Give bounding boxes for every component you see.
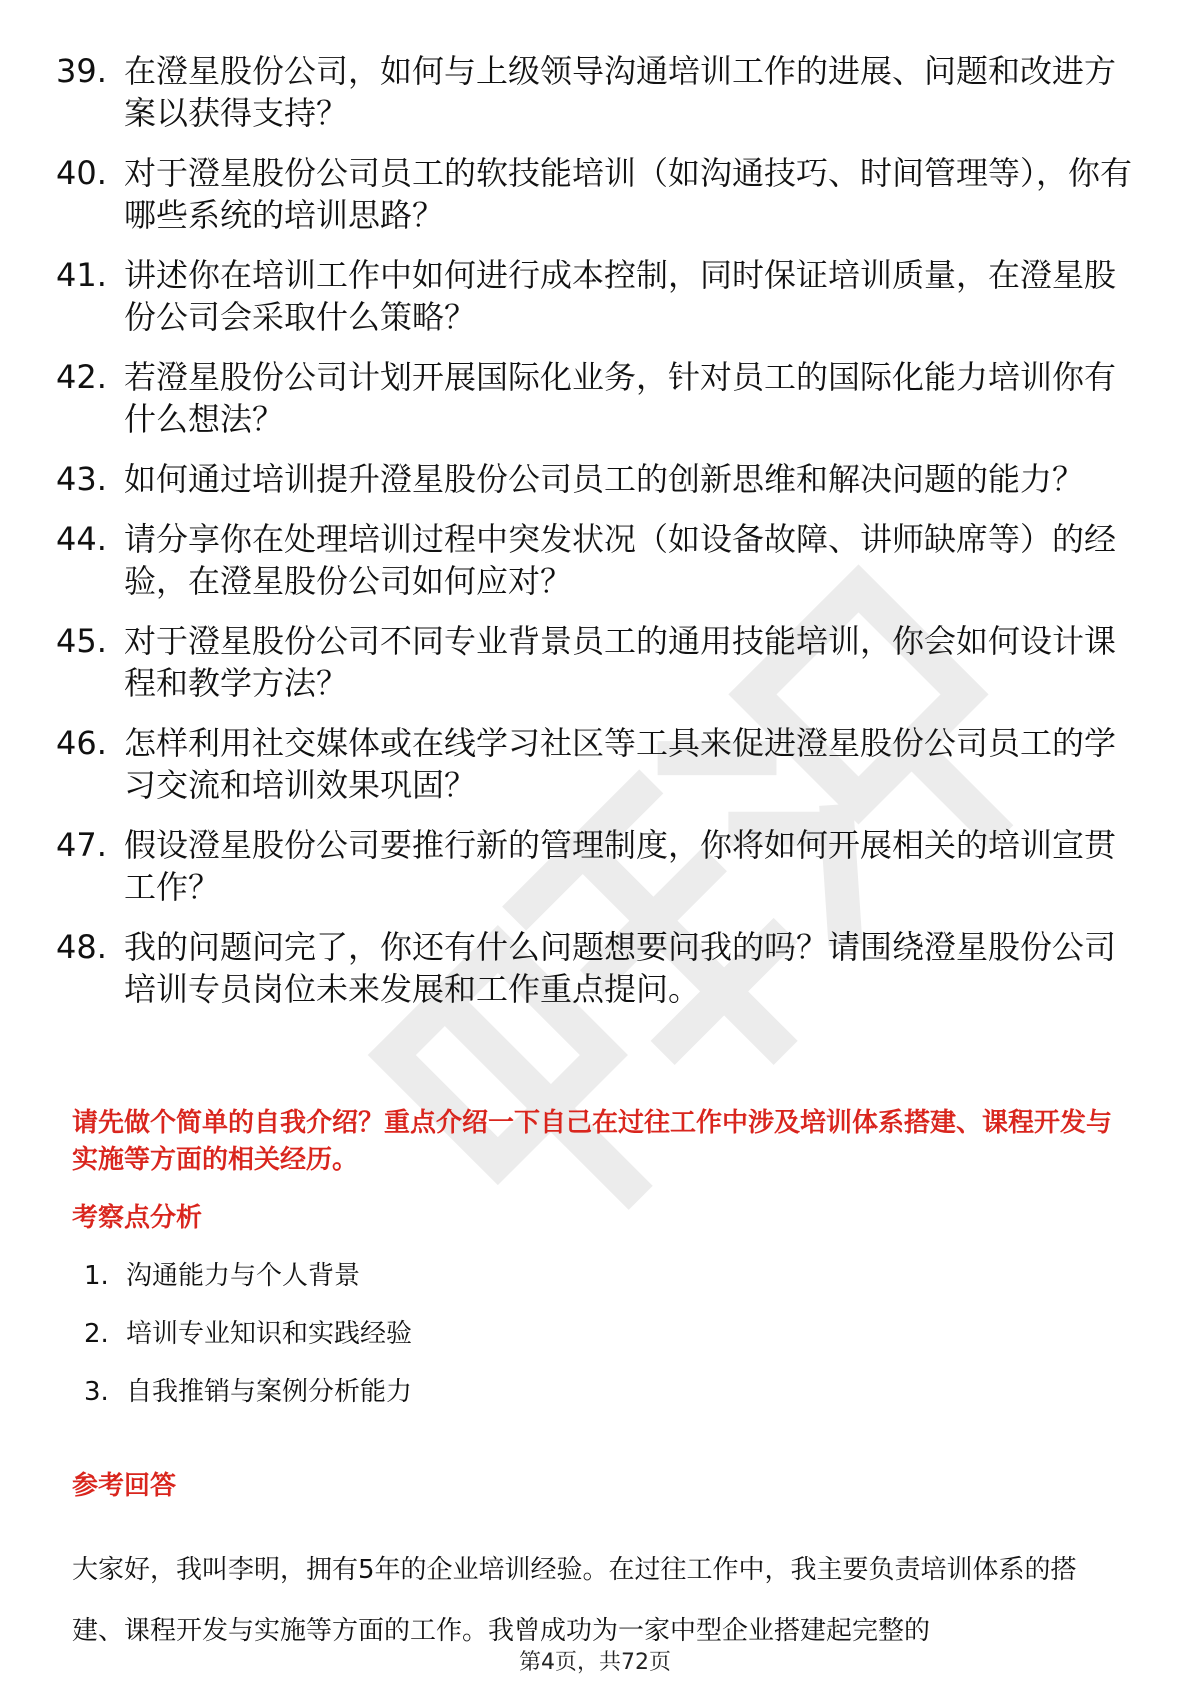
question-number: 46. bbox=[56, 724, 107, 762]
question-number: 42. bbox=[56, 358, 107, 396]
intro-question: 请先做个简单的自我介绍？重点介绍一下自己在过往工作中涉及培训体系搭建、课程开发与实施等方面的相关经历。 bbox=[72, 1108, 1113, 1175]
question-number: 39. bbox=[56, 52, 107, 90]
answer-heading: 参考回答 bbox=[72, 1471, 177, 1501]
question-text: 请分享你在处理培训过程中突发状况（如设备故障、讲师缺席等）的经验，在澄星股份公司如何应对？ bbox=[124, 520, 1117, 600]
list-item bbox=[56, 518, 1136, 602]
analysis-points bbox=[84, 1258, 412, 1432]
question-text: 我的问题问完了，你还有什么问题想要问我的吗？请围绕澄星股份公司培训专员岗位未来发展和工作重点提问。 bbox=[124, 928, 1117, 1008]
list-item bbox=[56, 458, 1136, 500]
list-item bbox=[84, 1258, 412, 1316]
list-item bbox=[56, 926, 1136, 1010]
question-number: 48. bbox=[56, 928, 107, 966]
list-item bbox=[56, 824, 1136, 908]
question-text: 对于澄星股份公司不同专业背景员工的通用技能培训，你会如何设计课程和教学方法？ bbox=[124, 622, 1117, 702]
analysis-heading: 考察点分析 bbox=[72, 1203, 203, 1233]
question-text: 若澄星股份公司计划开展国际化业务，针对员工的国际化能力培训你有什么想法？ bbox=[124, 358, 1117, 438]
question-number: 41. bbox=[56, 256, 107, 294]
question-text: 对于澄星股份公司员工的软技能培训（如沟通技巧、时间管理等），你有哪些系统的培训思路？ bbox=[124, 154, 1133, 234]
question-number: 47. bbox=[56, 826, 107, 864]
question-list bbox=[56, 50, 1136, 1028]
list-item bbox=[84, 1316, 412, 1374]
question-text: 讲述你在培训工作中如何进行成本控制，同时保证培训质量，在澄星股份公司会采取什么策略？ bbox=[124, 256, 1117, 336]
page-number: 第4页，共72页 bbox=[519, 1650, 671, 1675]
question-text: 如何通过培训提升澄星股份公司员工的创新思维和解决问题的能力？ bbox=[124, 460, 1085, 498]
list-item bbox=[56, 722, 1136, 806]
question-text: 在澄星股份公司，如何与上级领导沟通培训工作的进展、问题和改进方案以获得支持？ bbox=[124, 52, 1117, 132]
answer-text: 大家好，我叫李明，拥有5年的企业培训经验。在过往工作中，我主要负责培训体系的搭建、课程开发与实施等方面的工作。我曾成功为一家中型企业搭建起完整的 bbox=[72, 1555, 1077, 1646]
question-number: 40. bbox=[56, 154, 107, 192]
point-number: 3. bbox=[84, 1377, 109, 1407]
question-text: 怎样利用社交媒体或在线学习社区等工具来促进澄星股份公司员工的学习交流和培训效果巩固？ bbox=[124, 724, 1117, 804]
question-text: 假设澄星股份公司要推行新的管理制度，你将如何开展相关的培训宣贯工作？ bbox=[124, 826, 1117, 906]
list-item bbox=[56, 356, 1136, 440]
question-number: 45. bbox=[56, 622, 107, 660]
list-item bbox=[56, 254, 1136, 338]
list-item bbox=[84, 1374, 412, 1432]
list-item bbox=[56, 152, 1136, 236]
point-number: 1. bbox=[84, 1261, 109, 1291]
list-item bbox=[56, 50, 1136, 134]
point-text: 沟通能力与个人背景 bbox=[126, 1261, 361, 1291]
point-text: 自我推销与案例分析能力 bbox=[126, 1377, 413, 1407]
question-number: 44. bbox=[56, 520, 107, 558]
list-item bbox=[56, 620, 1136, 704]
question-number: 43. bbox=[56, 460, 107, 498]
point-text: 培训专业知识和实践经验 bbox=[126, 1319, 413, 1349]
point-number: 2. bbox=[84, 1319, 109, 1349]
